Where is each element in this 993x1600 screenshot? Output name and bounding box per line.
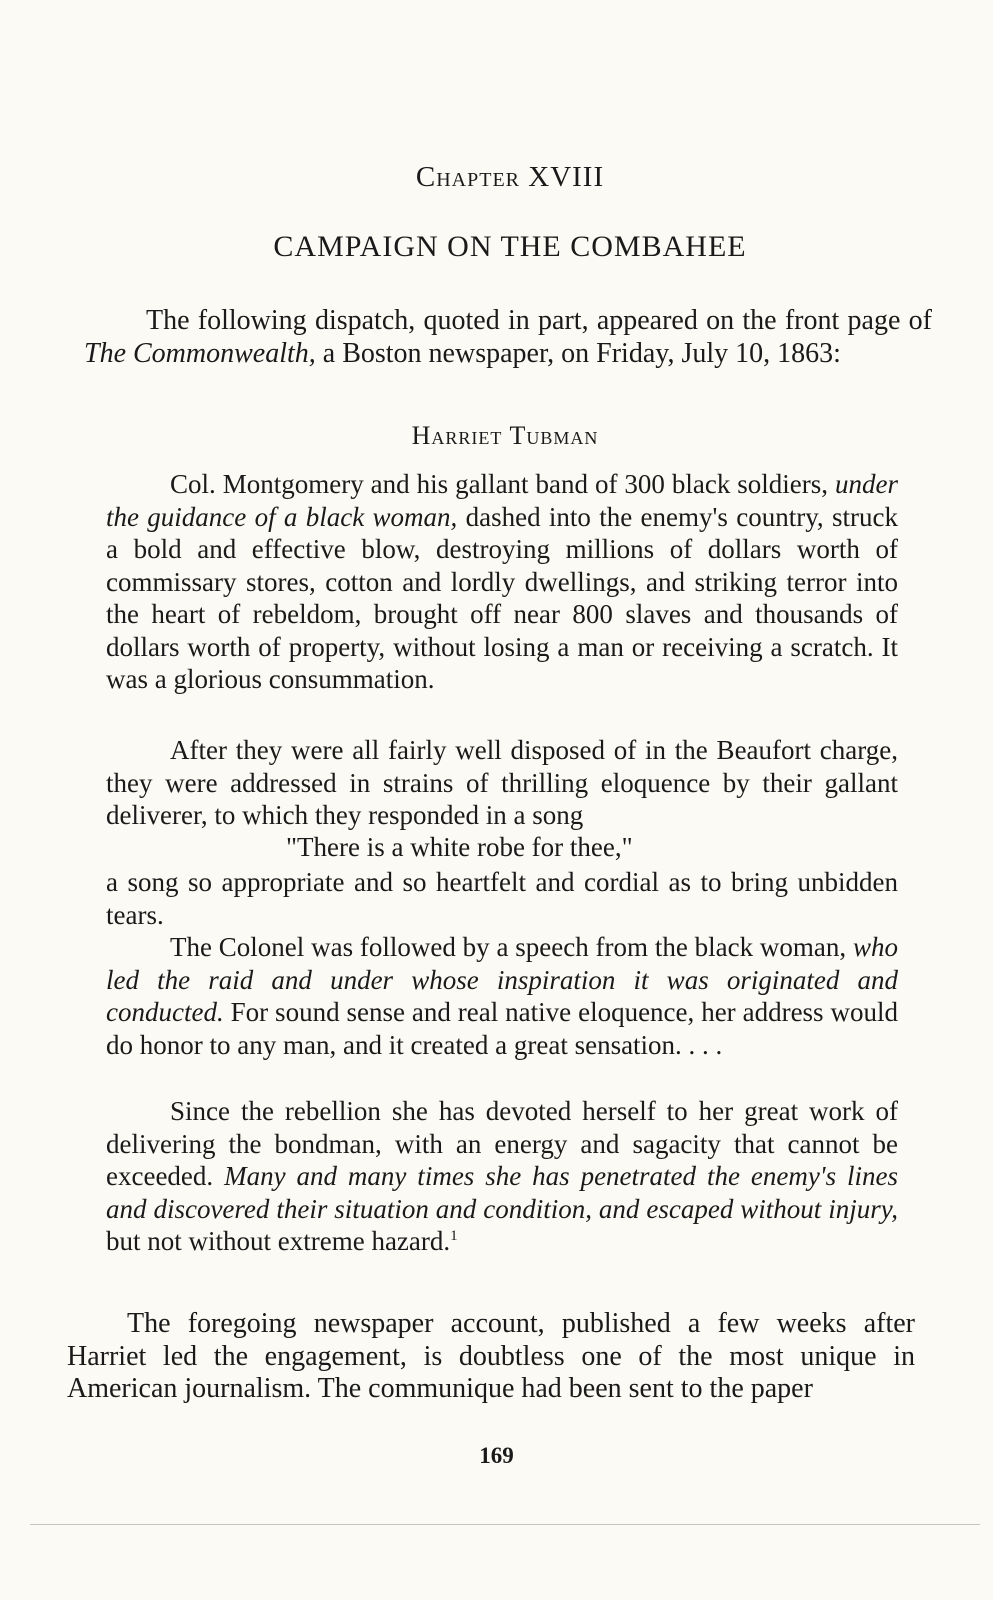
quote-paragraph-4 (106, 1095, 898, 1258)
quote-text: The Colonel was followed by a speech from the black woman, (170, 932, 853, 962)
page-number: 169 (479, 1443, 514, 1468)
page-edge-divider (30, 1524, 980, 1525)
intro-text-end: a Boston newspaper, on Friday, July 10, 1863: (315, 337, 841, 369)
chapter-title: CAMPAIGN ON THE COMBAHEE (273, 230, 747, 263)
quote-text: but not without extreme hazard. (106, 1226, 451, 1256)
song-title: "There is a white robe for thee," (286, 832, 633, 862)
intro-text: The following dispatch, quoted in part, appeared on the front page of (146, 305, 932, 336)
quote-paragraph-2-continued: a song so appropriate and so heartfelt and cordial as to bring unbidden tears. (106, 867, 898, 930)
chapter-number: Chapter XVIII (415, 161, 605, 193)
closing-paragraph: The foregoing newspaper account, published a few weeks after Harriet led the engagement, is doubtless one of the most unique in American journalism. The communique had been sent to the paper (67, 1308, 915, 1404)
publication-name: The Commonwealth, (84, 337, 316, 369)
quote-paragraph-3 (106, 931, 898, 1061)
quote-paragraph-2: After they were all fairly well disposed of in the Beaufort charge, they were addressed in strains of thrilling eloquence by their gallant deliverer, to which they responded in a song (106, 735, 898, 830)
quote-text: For sound sense and real native eloquence, her address would do honor to any man, and it created a great sensation. . . . (106, 997, 898, 1060)
quote-text: dashed into the enemy's country, struck a bold and effective blow, destroying millions of dollars worth of commissary stores, cotton and lordly dwellings, and striking terror into the heart of rebeldom, brought off near 800 slaves and thousands of dollars worth of property, without losing a man or receiving a scratch. It was a glorious consummation. (106, 501, 898, 694)
quote-emphasis: who led the raid and under whose inspiration it was originated and conducted. (106, 932, 898, 1027)
quote-text: Since the rebellion she has devoted herself to her great work of delivering the bondman, with an energy and sagacity that cannot be exceeded. (106, 1096, 898, 1191)
quote-emphasis: under the guidance of a black woman, (106, 469, 898, 532)
quote-heading: Harriet Tubman (411, 421, 599, 450)
quote-text: Col. Montgomery and his gallant band of 300 black soldiers, (170, 469, 835, 499)
quote-paragraph-1 (106, 468, 898, 696)
quote-emphasis: Many and many times she has penetrated the enemy's lines and discovered their situation and condition, and escaped without injury, (106, 1161, 898, 1224)
intro-paragraph (84, 305, 932, 370)
footnote-marker: 1 (450, 1228, 458, 1244)
